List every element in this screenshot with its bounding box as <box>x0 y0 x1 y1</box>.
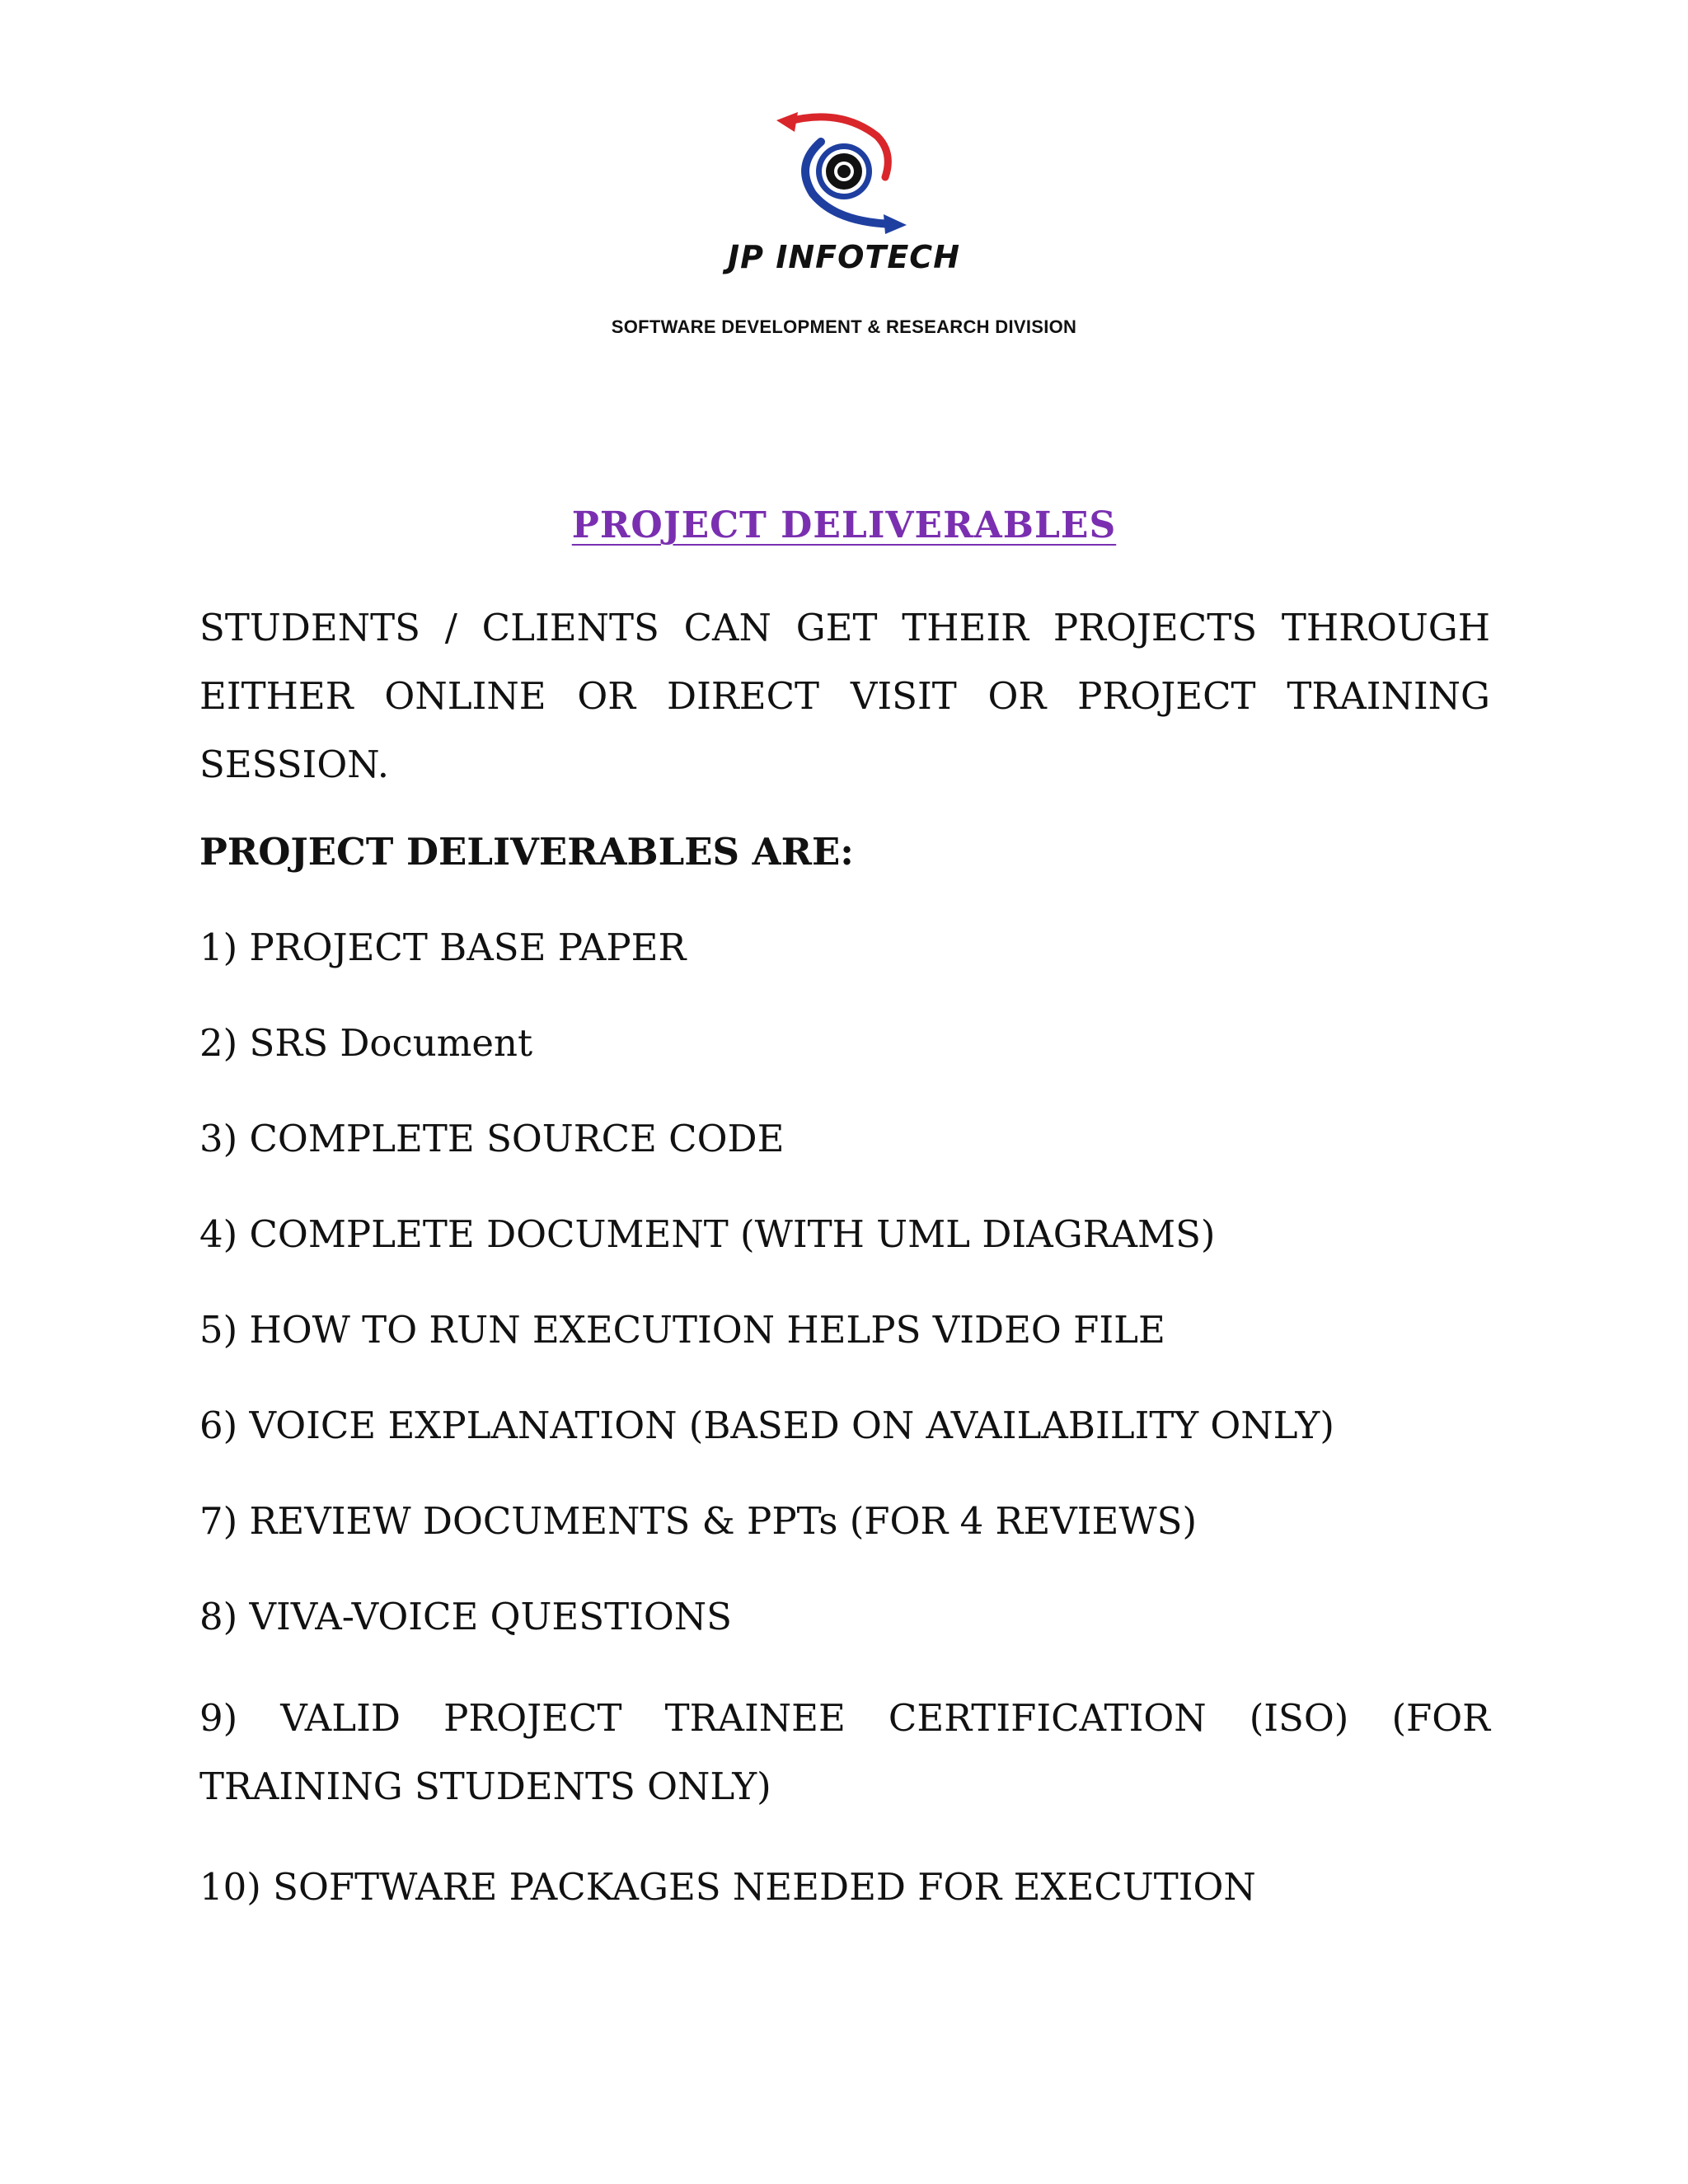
page-header <box>0 107 1688 338</box>
list-item: 5) HOW TO RUN EXECUTION HELPS VIDEO FILE <box>199 1308 1165 1352</box>
list-item: 2) SRS Document <box>199 1021 533 1065</box>
jp-infotech-logo-icon <box>762 107 926 239</box>
list-item: 3) COMPLETE SOURCE CODE <box>199 1117 785 1160</box>
list-item: 10) SOFTWARE PACKAGES NEEDED FOR EXECUTION <box>199 1865 1256 1909</box>
deliverables-list <box>199 919 1490 1916</box>
list-item: 9) VALID PROJECT TRAINEE CERTIFICATION (ISO) (FOR TRAINING STUDENTS ONLY) <box>199 1696 1490 1808</box>
list-item: 4) COMPLETE DOCUMENT (WITH UML DIAGRAMS) <box>199 1212 1216 1256</box>
list-item: 7) REVIEW DOCUMENTS & PPTs (FOR 4 REVIEWS) <box>199 1499 1198 1543</box>
deliverables-heading: PROJECT DELIVERABLES ARE: <box>199 830 854 874</box>
intro-paragraph: STUDENTS / CLIENTS CAN GET THEIR PROJECTS THROUGH EITHER ONLINE OR DIRECT VISIT OR PROJECT TRAINING SESSION. <box>199 606 1490 786</box>
document-title-text: PROJECT DELIVERABLES <box>571 504 1117 546</box>
list-item: 1) PROJECT BASE PAPER <box>199 926 687 969</box>
logo-text: JP INFOTECH <box>728 239 960 275</box>
document-body <box>199 593 1490 1954</box>
document-title <box>0 504 1688 546</box>
list-item: 6) VOICE EXPLANATION (BASED ON AVAILABILITY ONLY) <box>199 1404 1334 1447</box>
list-item: 8) VIVA-VOICE QUESTIONS <box>199 1595 732 1638</box>
division-subtitle: SOFTWARE DEVELOPMENT & RESEARCH DIVISION <box>611 316 1077 337</box>
